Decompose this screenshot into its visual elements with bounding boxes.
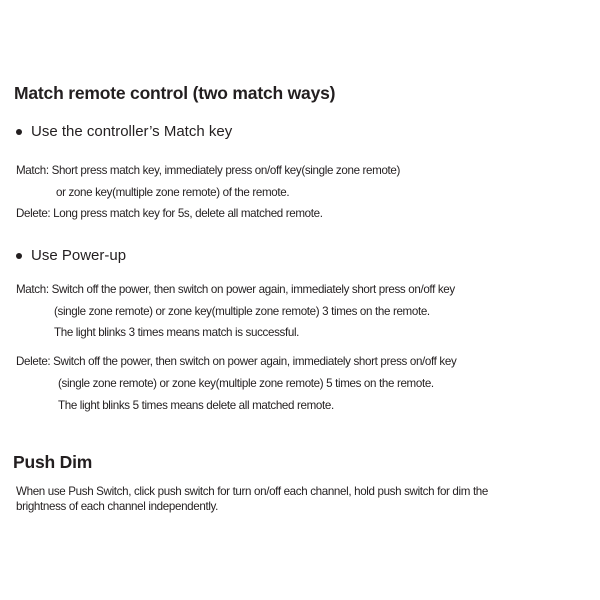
method1-heading <box>16 123 232 140</box>
method1-match-text1: Short press match key, immediately press on/off key(single zone remote) <box>51 164 401 177</box>
method2-match-line1 <box>16 283 455 296</box>
method2-match-line2: (single zone remote) or zone key(multiple zone remote) 3 times on the remote. <box>54 305 430 318</box>
method2-delete-line2: (single zone remote) or zone key(multiple zone remote) 5 times on the remote. <box>58 377 434 390</box>
method1-match-line2: or zone key(multiple zone remote) of the remote. <box>56 186 290 199</box>
method2-delete-line1 <box>16 355 456 368</box>
match-section-title: Match remote control (two match ways) <box>14 83 336 103</box>
method2-match-text1: Switch off the power, then switch on power again, immediately short press on/off key <box>51 283 455 296</box>
method1-match-label: Match: <box>16 164 49 177</box>
method2-match-line3: The light blinks 3 times means match is successful. <box>54 326 300 339</box>
method2-heading-text: Use Power-up <box>31 247 127 264</box>
bullet-icon <box>16 253 22 259</box>
push-dim-line1: When use Push Switch, click push switch for turn on/off each channel, hold push switch for dim the <box>16 485 489 498</box>
method1-delete-label: Delete: <box>16 207 51 220</box>
method2-delete-line3: The light blinks 5 times means delete all matched remote. <box>58 399 334 412</box>
push-dim-line2: brightness of each channel independently. <box>16 500 219 513</box>
push-dim-title: Push Dim <box>13 452 93 472</box>
bullet-icon <box>16 129 22 135</box>
method2-delete-label: Delete: <box>16 355 51 368</box>
method1-heading-text: Use the controller’s Match key <box>31 123 233 140</box>
method1-delete-line1 <box>16 207 323 220</box>
method2-heading <box>16 247 126 264</box>
method1-delete-text1: Long press match key for 5s, delete all matched remote. <box>53 207 323 220</box>
method1-match-line1 <box>16 164 400 177</box>
method2-delete-text1: Switch off the power, then switch on power again, immediately short press on/off key <box>53 355 457 368</box>
method2-match-label: Match: <box>16 283 49 296</box>
